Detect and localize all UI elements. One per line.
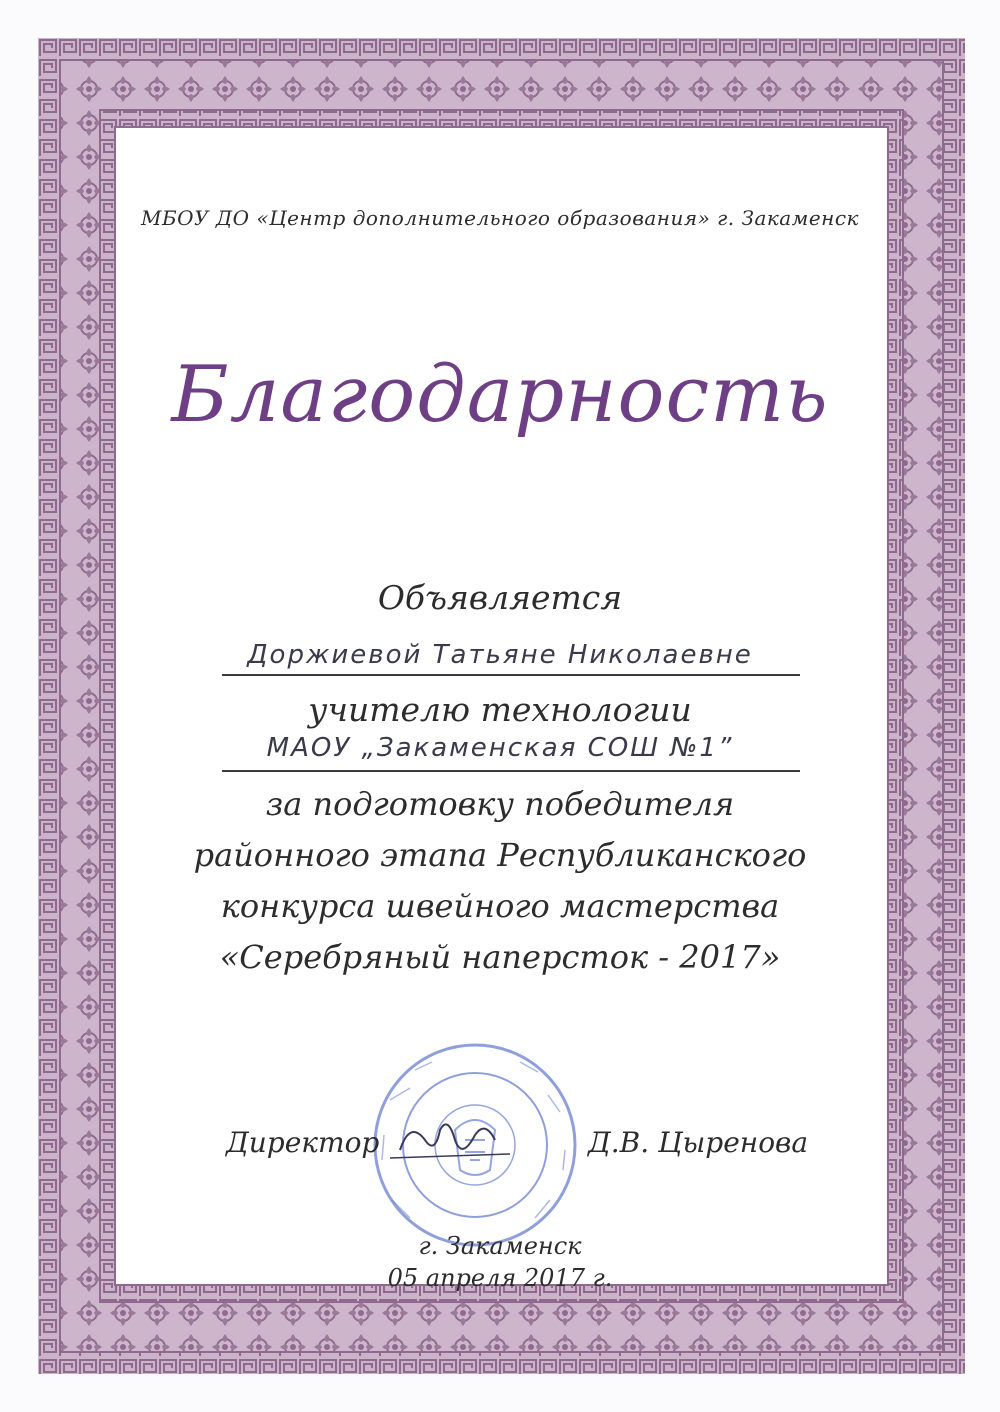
merit-line: «Серебряный наперсток - 2017» [219,938,781,976]
certificate-title: Благодарность [171,350,829,440]
recipient-underline [222,674,800,676]
issue-city: г. Закаменск [418,1232,582,1260]
announcement-text: Объявляется [377,578,623,617]
recipient-role: учителю технологии [308,690,692,729]
merit-line: районного этапа Республиканского [193,836,807,874]
school-underline [222,770,800,772]
merit-line: конкурса швейного мастерства [220,887,780,925]
recipient-school: МАОУ „Закаменская СОШ №1” [266,733,734,763]
director-label: Директор [226,1126,380,1159]
issue-date: 05 апреля 2017 г. [387,1264,613,1292]
merit-line: за подготовку победителя [265,785,735,823]
director-name: Д.В. Цыренова [588,1126,809,1159]
organization-name: МБОУ ДО «Центр дополнительного образования» г. Закаменск [141,206,859,230]
recipient-name: Доржиевой Татьяне Николаевне [247,640,753,670]
